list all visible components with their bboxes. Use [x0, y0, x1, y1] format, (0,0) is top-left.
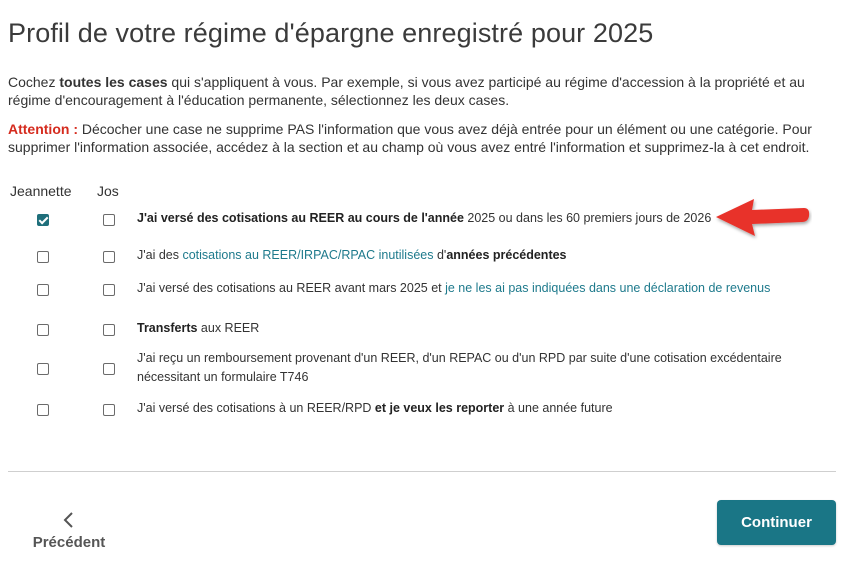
jeannette-checkbox[interactable] [37, 324, 49, 336]
page-title: Profil de votre régime d'épargne enregistré pour 2025 [8, 18, 654, 48]
option-label-text: J'ai versé des cotisations à un REER/RPD [137, 401, 375, 415]
jeannette-checkbox[interactable] [37, 251, 49, 263]
attention-text [8, 120, 838, 156]
jos-checkbox[interactable] [103, 324, 115, 336]
option-label-text: aux REER [197, 321, 260, 335]
option-label-bold: années précédentes [446, 248, 567, 262]
option-label-bold: J'ai versé des cotisations au REER au cours de l'année [137, 211, 464, 225]
continue-button[interactable]: Continuer [717, 500, 836, 545]
jos-checkbox[interactable] [103, 363, 115, 375]
jos-checkbox[interactable] [103, 404, 115, 416]
column-header-jeannette: Jeannette [10, 183, 72, 199]
jeannette-checkbox[interactable] [37, 404, 49, 416]
intro-before: Cochez [8, 74, 60, 90]
option-link[interactable]: cotisations au REER/IRPAC/RPAC inutilisées [182, 248, 434, 262]
jos-checkbox[interactable] [103, 251, 115, 263]
intro-bold: toutes les cases [59, 74, 168, 90]
previous-button[interactable] [24, 510, 114, 551]
option-label [137, 349, 817, 387]
option-label-text: J'ai des [137, 248, 183, 262]
previous-label: Précédent [32, 534, 106, 551]
jeannette-checkbox[interactable] [37, 214, 49, 226]
option-label-text: J'ai versé des cotisations au REER avant mars 2025 et [137, 281, 446, 295]
option-label [137, 319, 817, 338]
chevron-left-icon [59, 510, 79, 530]
intro-text [8, 73, 838, 109]
jos-checkbox[interactable] [103, 214, 115, 226]
attention-body: Décocher une case ne supprime PAS l'information que vous avez déjà entrée pour un élément ou une catégorie. Pour supprimer l'information associée, accédez à la section et au champ où vous avez entré l'information et supprimez-la à cet endroit. [8, 121, 812, 155]
jos-checkbox[interactable] [103, 284, 115, 296]
option-label [137, 279, 817, 298]
divider [8, 471, 836, 472]
jeannette-checkbox[interactable] [37, 284, 49, 296]
option-label [137, 399, 817, 418]
intro-after: qui s'appliquent à vous. Par exemple, si vous avez participé au régime d'accession à la propriété et au régime d'encouragement à l'éducation permanente, sélectionnez les deux cases. [8, 74, 805, 108]
option-label-bold: Transferts [137, 321, 198, 335]
option-link[interactable]: je ne les ai pas indiquées dans une déclaration de revenus [445, 281, 771, 295]
jeannette-checkbox[interactable] [37, 363, 49, 375]
option-label [137, 246, 817, 265]
option-label-text: d' [433, 248, 447, 262]
attention-label: Attention : [8, 121, 78, 137]
option-label-text: à une année future [504, 401, 613, 415]
option-label-text: 2025 ou dans les 60 premiers jours de 2026 [463, 211, 712, 225]
option-label-bold: et je veux les reporter [374, 401, 505, 415]
column-header-jos: Jos [97, 183, 119, 199]
option-label-text: J'ai reçu un remboursement provenant d'un REER, d'un REPAC ou d'un RPD par suite d'une cotisation excédentaire nécessitant un formulaire T746 [137, 351, 782, 384]
red-arrow-annotation-icon [712, 195, 812, 243]
